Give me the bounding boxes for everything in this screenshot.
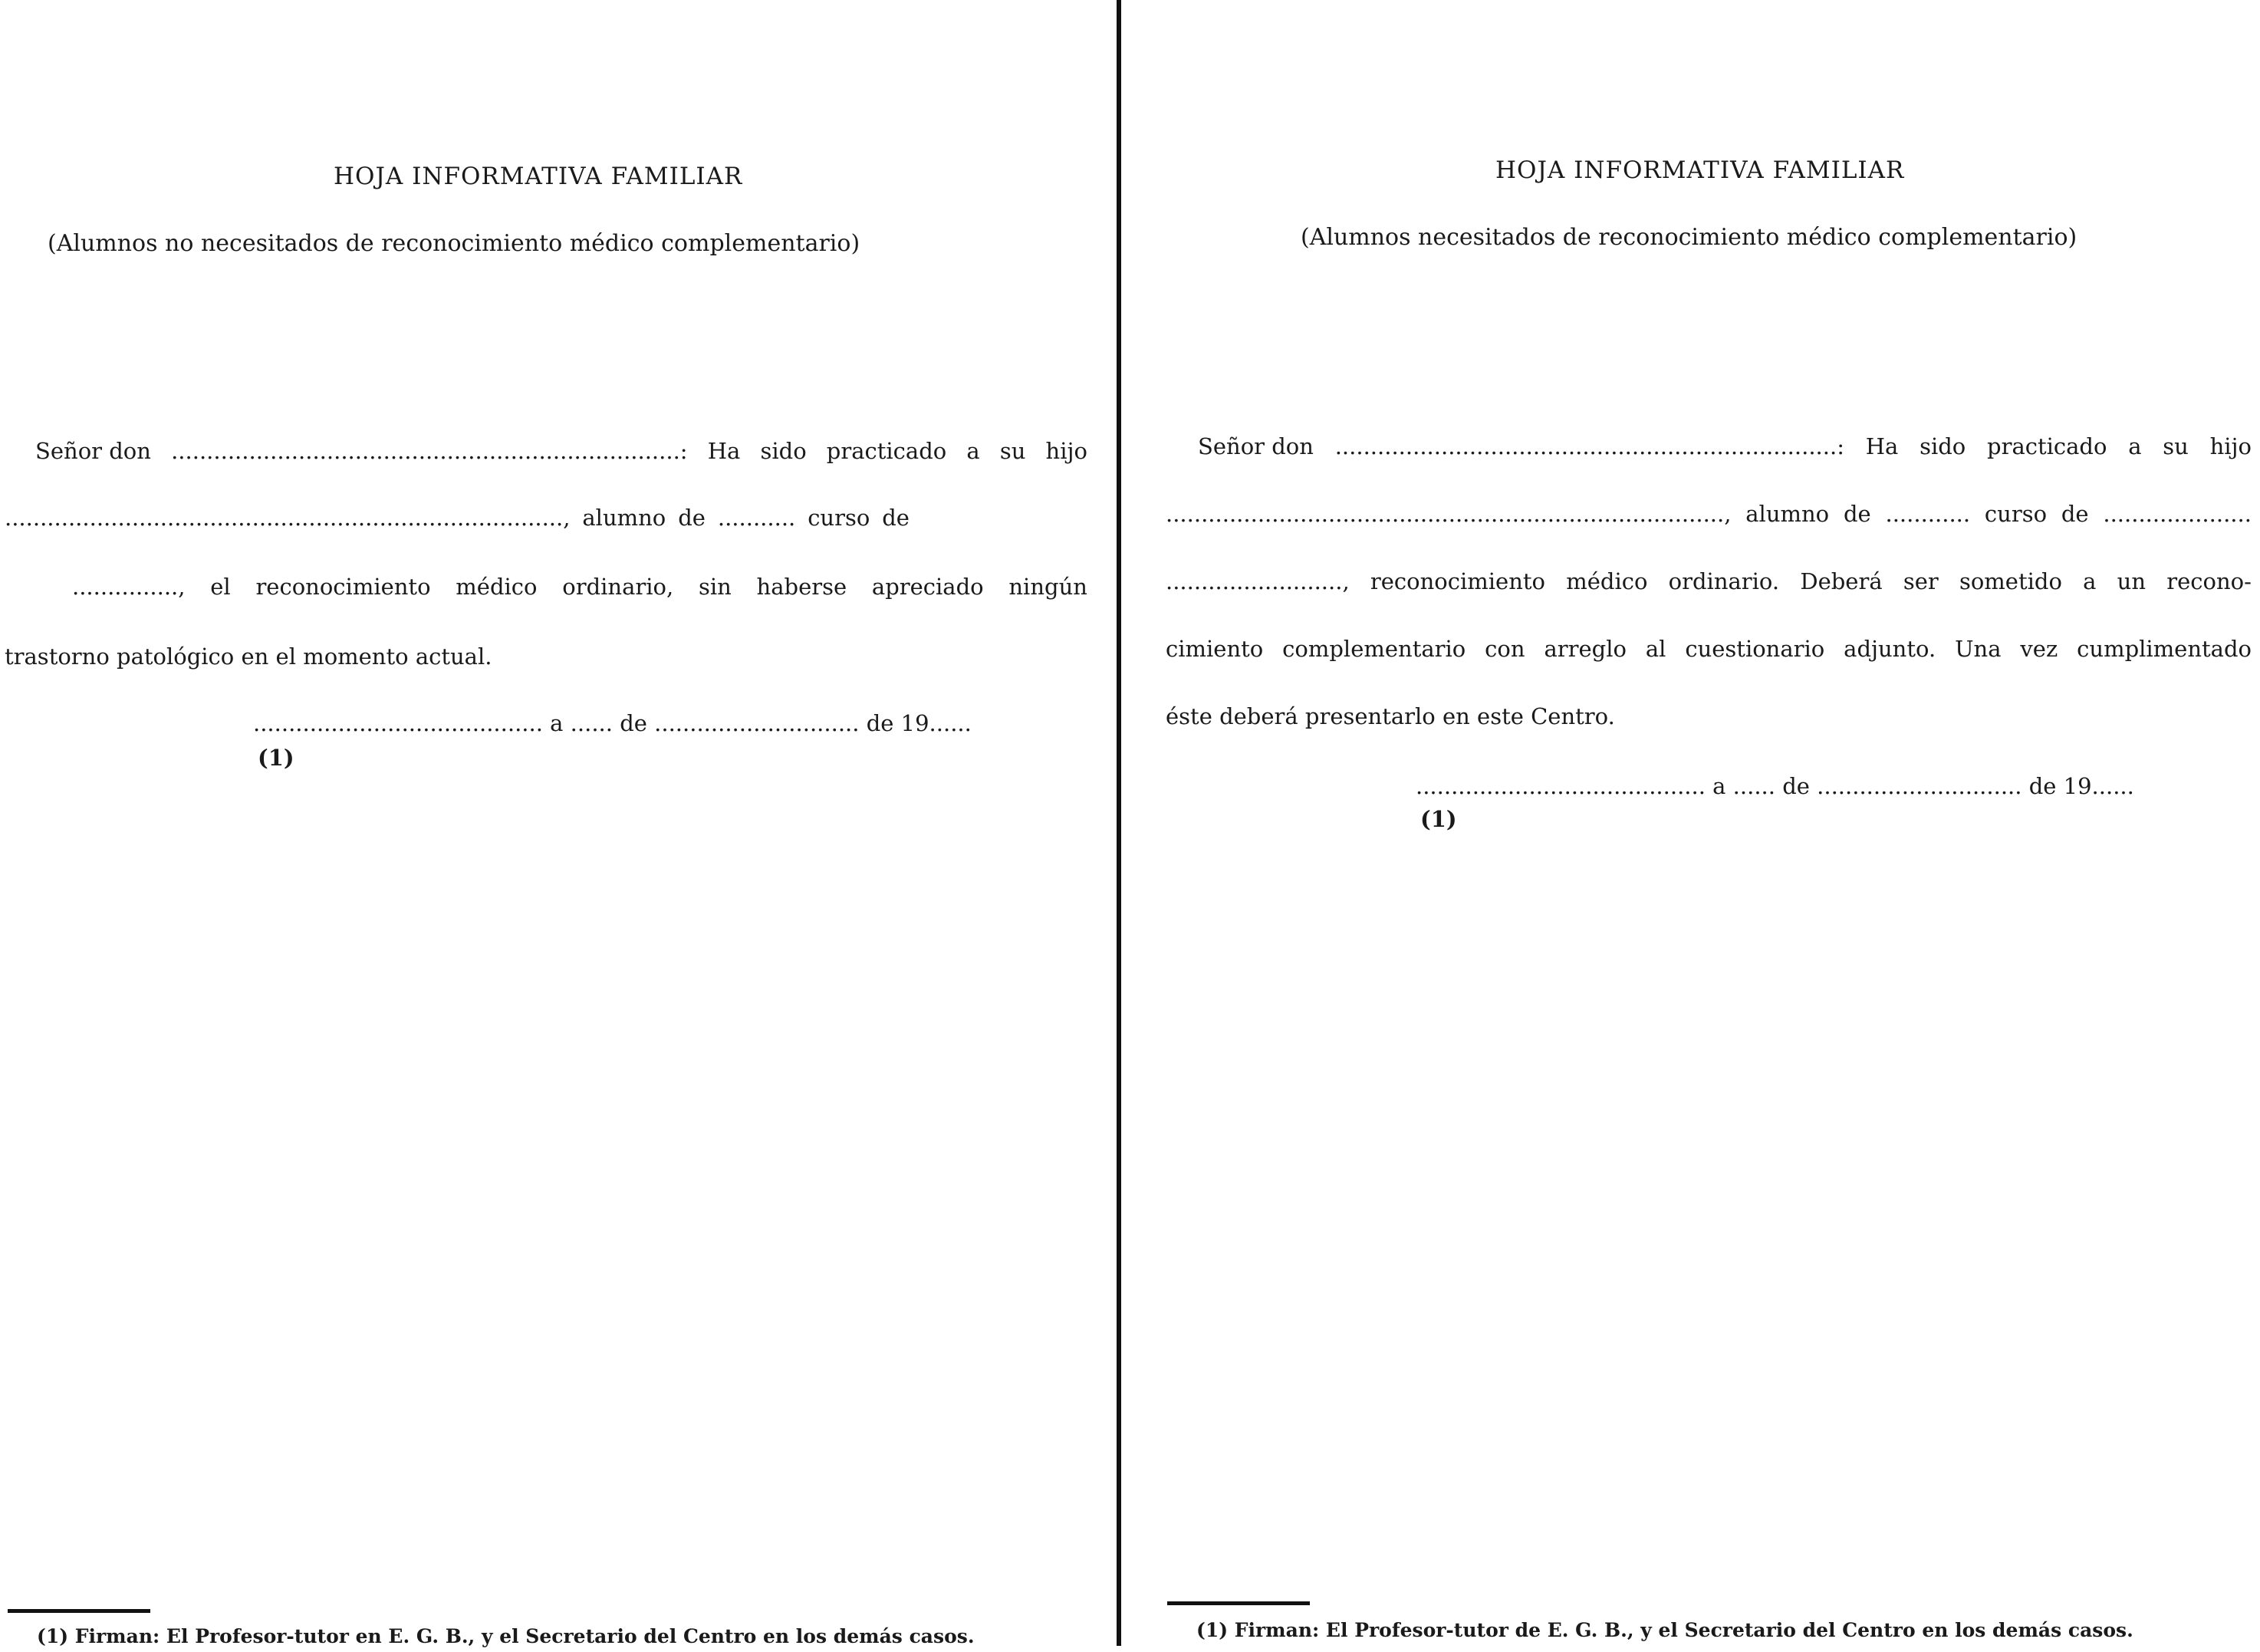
left-footnote-rule: [8, 1609, 150, 1613]
left-body-line-1: Señor don ........................................................................: Ha sido practicado a su hijo: [35, 438, 1087, 464]
right-body-line-3: ........................., reconocimiento médico ordinario. Deberá ser sometido a un recono-: [1166, 568, 2252, 594]
left-date-line: ......................................... a ...... de ............................. de 19......: [253, 710, 972, 736]
left-title: HOJA INFORMATIVA FAMILIAR: [334, 163, 743, 190]
right-date-line: ......................................... a ...... de ............................. de 19......: [1416, 773, 2134, 799]
page-divider: [1117, 0, 1121, 1646]
right-body-line-2: ..............................................................................., alumno de ............ curso de .....................: [1166, 501, 2252, 527]
left-body-line-4: trastorno patológico en el momento actual.: [5, 643, 492, 670]
right-signature-note-ref: (1): [1420, 806, 1457, 832]
right-title: HOJA INFORMATIVA FAMILIAR: [1495, 156, 1905, 184]
right-footnote: (1) Firman: El Profesor-tutor de E. G. B., y el Secretario del Centro en los demás casos.: [1196, 1619, 2133, 1641]
left-body-line-2: ..............................................................................., alumno de ........... curso de: [5, 505, 910, 531]
right-footnote-rule: [1167, 1601, 1310, 1605]
right-body-line-5: éste deberá presentarlo en este Centro.: [1166, 703, 1615, 729]
right-body-line-4: cimiento complementario con arreglo al cuestionario adjunto. Una vez cumplimentado: [1166, 636, 2252, 662]
left-signature-note-ref: (1): [258, 745, 294, 771]
left-body-line-3: ..............., el reconocimiento médico ordinario, sin haberse apreciado ningún: [72, 574, 1087, 600]
left-footnote: (1) Firman: El Profesor-tutor en E. G. B., y el Secretario del Centro en los demás casos.: [37, 1625, 975, 1647]
left-subtitle: (Alumnos no necesitados de reconocimiento médico complementario): [48, 230, 860, 257]
right-body-line-1: Señor don .......................................................................: Ha sido practicado a su hijo: [1198, 433, 2252, 459]
right-subtitle: (Alumnos necesitados de reconocimiento médico complementario): [1301, 224, 2077, 251]
